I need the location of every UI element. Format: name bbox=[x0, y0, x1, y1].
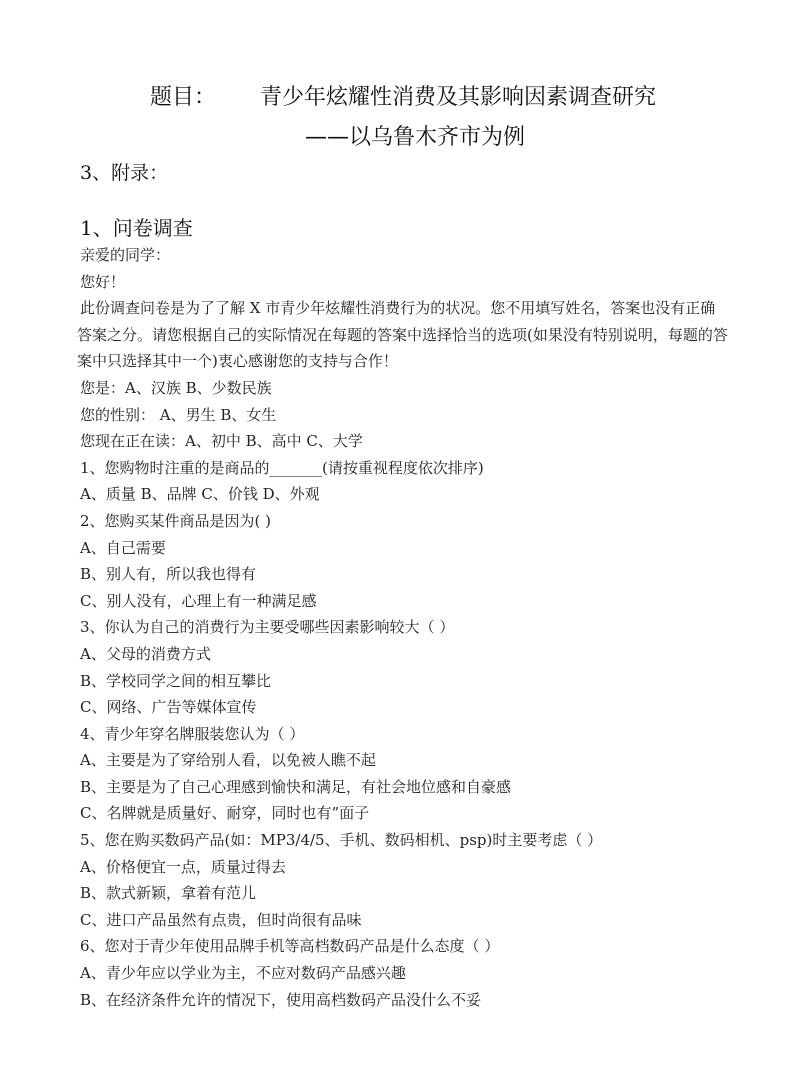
question-5-option-b: B、款式新颖，拿着有范儿 bbox=[80, 884, 257, 903]
question-4: 4、青少年穿名牌服装您认为（ ） bbox=[80, 724, 305, 743]
appendix-heading: 3、附录： bbox=[80, 162, 169, 184]
question-4-option-a: A、主要是为了穿给别人看，以免被人瞧不起 bbox=[80, 751, 376, 770]
section-heading: 1、问卷调查 bbox=[80, 216, 193, 240]
question-2: 2、您购买某件商品是因为( ) bbox=[80, 511, 272, 530]
question-2-option-c: C、别人没有，心理上有一种满足感 bbox=[80, 591, 317, 610]
title-text: 青少年炫耀性消费及其影响因素调查研究 bbox=[260, 85, 657, 110]
question-2-option-b: B、别人有，所以我也得有 bbox=[80, 565, 257, 584]
question-6: 6、您对于青少年使用品牌手机等高档数码产品是什么态度（ ） bbox=[80, 937, 500, 956]
question-3-option-c: C、网络、广告等媒体宣传 bbox=[80, 698, 257, 717]
demographic-school: 您现在正在读：A、初中 B、高中 C、大学 bbox=[80, 432, 363, 451]
question-1-options: A、质量 B、品牌 C、价钱 D、外观 bbox=[80, 485, 320, 504]
salutation: 亲爱的同学： bbox=[80, 246, 171, 264]
document-title bbox=[150, 80, 656, 111]
question-3: 3、你认为自己的消费行为主要受哪些因素影响较大（ ） bbox=[80, 618, 455, 637]
question-6-option-a: A、青少年应以学业为主，不应对数码产品感兴趣 bbox=[80, 964, 406, 983]
question-5-option-c: C、进口产品虽然有点贵，但时尚很有品味 bbox=[80, 910, 362, 929]
intro-line-1-text: 此份调查问卷是为了了解 X 市青少年炫耀性消费行为的状况。您不用填写姓名，答案也没有正确 bbox=[80, 299, 716, 318]
question-5-option-a: A、价格便宜一点，质量过得去 bbox=[80, 857, 286, 876]
hello: 您好！ bbox=[80, 272, 126, 291]
question-3-option-b: B、学校同学之间的相互攀比 bbox=[80, 671, 272, 690]
question-4-option-c: C、名牌就是质量好、耐穿，同时也有”面子 bbox=[80, 804, 370, 823]
demographic-ethnicity: 您是：A、汉族 B、少数民族 bbox=[80, 378, 272, 397]
intro-line-2: 答案之分。请您根据自己的实际情况在每题的答案中选择恰当的选项(如果没有特别说明，每题的答 bbox=[77, 325, 728, 344]
question-4-option-b: B、主要是为了自己心理感到愉快和满足，有社会地位感和自豪感 bbox=[80, 777, 512, 796]
question-3-option-a: A、父母的消费方式 bbox=[80, 644, 211, 663]
title-label: 题目： bbox=[150, 85, 217, 110]
intro-line-1 bbox=[80, 295, 760, 322]
intro-line-3: 案中只选择其中一个)衷心感谢您的支持与合作！ bbox=[77, 352, 398, 371]
question-2-option-a: A、自己需要 bbox=[80, 538, 166, 557]
questionnaire-body bbox=[77, 242, 760, 1013]
question-6-option-b: B、在经济条件允许的情况下，使用高档数码产品没什么不妥 bbox=[80, 990, 482, 1009]
question-1: 1、您购物时注重的是商品的_______(请按重视程度依次排序) bbox=[80, 458, 484, 477]
demographic-gender: 您的性别： A、男生 B、女生 bbox=[80, 405, 277, 424]
question-5: 5、您在购买数码产品(如：MP3/4/5、手机、数码相机、psp)时主要考虑（ ） bbox=[80, 831, 603, 850]
document-subtitle: ——以乌鲁木齐市为例 bbox=[305, 125, 526, 150]
